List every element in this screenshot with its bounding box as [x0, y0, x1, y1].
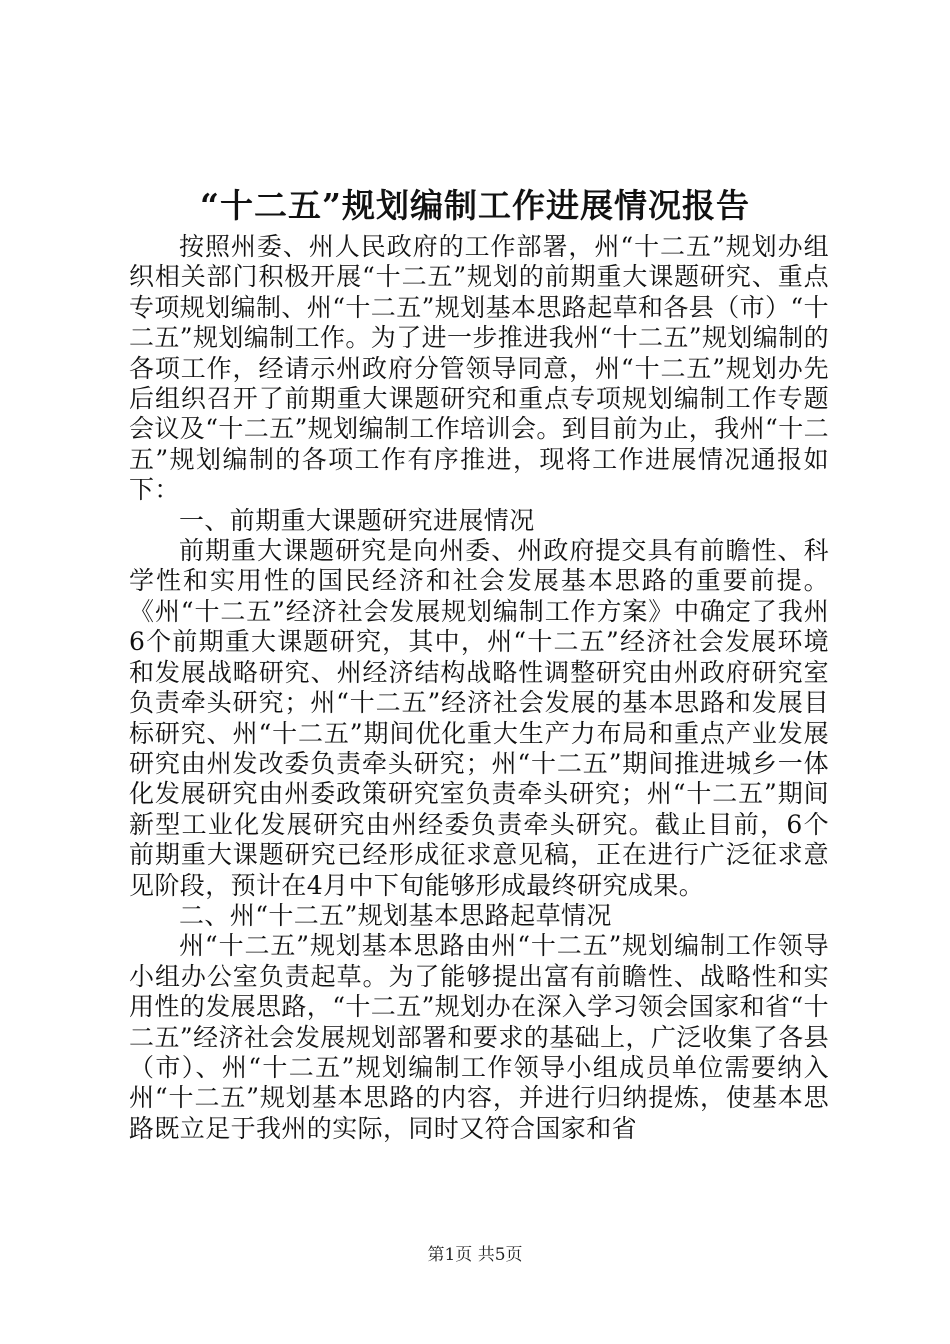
document-body [129, 232, 829, 1144]
page-number-footer: 第1页 共5页 [427, 1245, 523, 1265]
paragraph-intro: 按照州委、州人民政府的工作部署，州“十二五”规划办组织相关部门积极开展“十二五”规划的前期重大课题研究、重点专项规划编制、州“十二五”规划基本思路起草和各县（市）“十二五”规划编制工作。为了进一步推进我州“十二五”规划编制的各项工作，经请示州政府分管领导同意，州“十二五”规划办先后组织召开了前期重大课题研究和重点专项规划编制工作专题会议及“十二五”规划编制工作培训会。到目前为止，我州“十二五”规划编制的各项工作有序推进，现将工作进展情况通报如下： [129, 232, 829, 505]
section-heading-2: 二、州“十二五”规划基本思路起草情况 [179, 900, 612, 930]
paragraph-section-2: 州“十二五”规划基本思路由州“十二五”规划编制工作领导小组办公室负责起草。为了能够提出富有前瞻性、战略性和实用性的发展思路，“十二五”规划办在深入学习领会国家和省“十二五”经济社会发展规划部署和要求的基础上，广泛收集了各县（市）、州“十二五”规划编制工作领导小组成员单位需要纳入州“十二五”规划基本思路的内容，并进行归纳提炼，使基本思路既立足于我州的实际，同时又符合国家和省 [129, 931, 829, 1143]
paragraph-section-1: 前期重大课题研究是向州委、州政府提交具有前瞻性、科学性和实用性的国民经济和社会发展基本思路的重要前提。《州“十二五”经济社会发展规划编制工作方案》中确定了我州6个前期重大课题研究，其中，州“十二五”经济社会发展环境和发展战略研究、州经济结构战略性调整研究由州政府研究室负责牵头研究；州“十二五”经济社会发展的基本思路和发展目标研究、州“十二五”期间优化重大生产力布局和重点产业发展研究由州发改委负责牵头研究；州“十二五”期间推进城乡一体化发展研究由州委政策研究室负责牵头研究；州“十二五”期间新型工业化发展研究由州经委负责牵头研究。截止目前，6个前期重大课题研究已经形成征求意见稿，正在进行广泛征求意见阶段，预计在4月中下旬能够形成最终研究成果。 [129, 536, 829, 900]
section-heading-1: 一、前期重大课题研究进展情况 [179, 505, 535, 535]
document-title: “十二五”规划编制工作进展情况报告 [200, 186, 750, 225]
